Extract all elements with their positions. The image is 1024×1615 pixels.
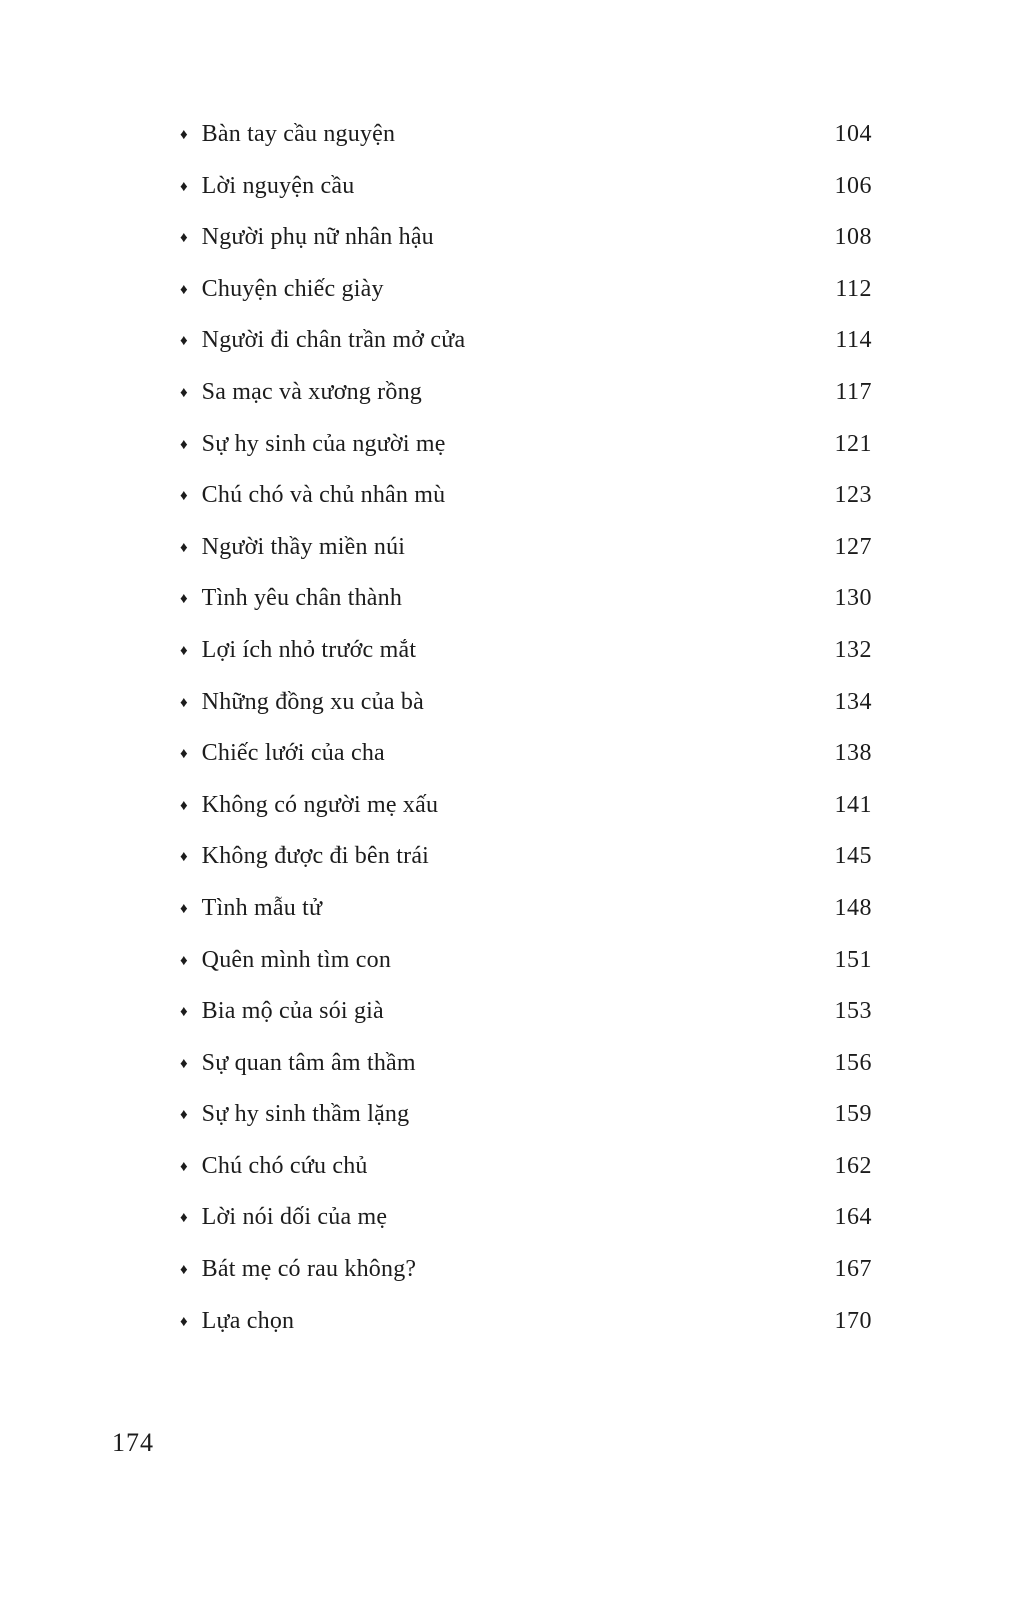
- toc-entry-title: Bia mộ của sói già: [201, 998, 384, 1025]
- toc-entry-left: [180, 995, 384, 1030]
- diamond-bullet-icon: ♦: [180, 539, 188, 556]
- toc-entry-left: [180, 582, 402, 617]
- toc-entry-left: [180, 789, 438, 824]
- toc-entry-title: Không có người mẹ xấu: [201, 791, 439, 818]
- toc-entry: [180, 892, 872, 944]
- diamond-bullet-icon: ♦: [180, 384, 188, 401]
- diamond-bullet-icon: ♦: [180, 900, 188, 917]
- toc-entry-title: Chú chó và chủ nhân mù: [201, 482, 446, 509]
- toc-list: [180, 118, 872, 1356]
- diamond-bullet-icon: ♦: [180, 333, 188, 350]
- toc-entry-page: 112: [835, 275, 872, 302]
- toc-entry-left: [180, 428, 446, 463]
- diamond-bullet-icon: ♦: [180, 127, 188, 143]
- toc-entry-page: 106: [834, 172, 872, 199]
- toc-entry-title: Chú chó cứu chủ: [201, 1152, 368, 1179]
- toc-entry-left: [180, 221, 434, 256]
- toc-entry-page: 148: [834, 894, 872, 921]
- toc-entry-title: Người thầy miền núi: [201, 533, 406, 560]
- toc-entry-title: Chuyện chiếc giày: [201, 275, 384, 302]
- toc-entry-page: 132: [834, 636, 872, 663]
- diamond-bullet-icon: ♦: [180, 230, 188, 247]
- toc-entry: [180, 531, 872, 583]
- toc-entry-title: Sự quan tâm âm thầm: [201, 1049, 416, 1076]
- toc-entry-page: 151: [834, 946, 872, 973]
- toc-entry-left: [180, 634, 416, 669]
- toc-entry-title: Sự hy sinh của người mẹ: [201, 430, 446, 457]
- toc-entry-left: [180, 1150, 368, 1185]
- diamond-bullet-icon: ♦: [180, 694, 188, 711]
- toc-entry-page: 123: [834, 482, 872, 509]
- diamond-bullet-icon: ♦: [180, 178, 188, 195]
- toc-entry-title: Sa mạc và xương rồng: [201, 378, 422, 405]
- toc-entry-left: [180, 118, 395, 153]
- toc-entry-title: Người đi chân trần mở cửa: [201, 327, 466, 354]
- toc-entry-title: Bát mẹ có rau không?: [201, 1256, 417, 1283]
- toc-entry-page: 156: [834, 1049, 872, 1076]
- toc-entry: [180, 995, 872, 1047]
- toc-entry: [180, 273, 872, 325]
- toc-entry-page: 134: [834, 688, 872, 715]
- diamond-bullet-icon: ♦: [180, 1210, 188, 1227]
- toc-entry-page: 141: [834, 791, 872, 818]
- toc-entry-page: 121: [834, 430, 872, 457]
- toc-entry-left: [180, 944, 391, 979]
- footer-page-number: 174: [112, 1428, 154, 1457]
- toc-entry-left: [180, 1305, 294, 1340]
- toc-entry: [180, 737, 872, 789]
- toc-entry-title: Không được đi bên trái: [201, 843, 430, 870]
- toc-entry: [180, 479, 872, 531]
- toc-entry-page: 145: [834, 843, 872, 870]
- diamond-bullet-icon: ♦: [180, 746, 188, 763]
- toc-entry-page: 153: [834, 998, 872, 1025]
- toc-entry-title: Sự hy sinh thầm lặng: [201, 1101, 410, 1128]
- toc-entry-left: [180, 1253, 416, 1288]
- toc-entry-left: [180, 892, 322, 927]
- toc-entry: [180, 1253, 872, 1305]
- toc-entry-left: [180, 1047, 416, 1082]
- toc-entry: [180, 840, 872, 892]
- diamond-bullet-icon: ♦: [180, 1107, 188, 1124]
- toc-entry-page: 130: [834, 585, 872, 612]
- toc-entry: [180, 1150, 872, 1202]
- toc-entry: [180, 944, 872, 996]
- diamond-bullet-icon: ♦: [180, 952, 188, 969]
- toc-entry: [180, 170, 872, 222]
- toc-entry-left: [180, 170, 354, 205]
- toc-entry: [180, 1047, 872, 1099]
- toc-entry-left: [180, 479, 445, 514]
- toc-entry-title: Chiếc lưới của cha: [201, 740, 385, 767]
- diamond-bullet-icon: ♦: [180, 1004, 188, 1021]
- diamond-bullet-icon: ♦: [180, 591, 188, 608]
- toc-entry-title: Người phụ nữ nhân hậu: [201, 224, 434, 251]
- toc-entry-left: [180, 1098, 409, 1133]
- toc-entry-left: [180, 531, 405, 566]
- toc-entry-page: 114: [835, 327, 872, 354]
- toc-entry-title: Lời nguyện cầu: [201, 172, 355, 199]
- toc-entry-left: [180, 840, 429, 875]
- diamond-bullet-icon: ♦: [180, 436, 188, 453]
- toc-entry-title: Tình mẫu tử: [201, 894, 323, 921]
- toc-entry-page: 167: [834, 1256, 872, 1283]
- toc-entry-title: Lợi ích nhỏ trước mắt: [201, 636, 417, 663]
- toc-entry-title: Bàn tay cầu nguyện: [201, 121, 396, 147]
- toc-entry-left: [180, 376, 422, 411]
- diamond-bullet-icon: ♦: [180, 797, 188, 814]
- diamond-bullet-icon: ♦: [180, 488, 188, 505]
- toc-entry-title: Lời nói dối của mẹ: [201, 1204, 388, 1231]
- toc-entry-title: Tình yêu chân thành: [201, 585, 403, 612]
- toc-entry-left: [180, 324, 465, 359]
- diamond-bullet-icon: ♦: [180, 642, 188, 659]
- toc-entry: [180, 221, 872, 273]
- toc-entry-left: [180, 737, 385, 772]
- diamond-bullet-icon: ♦: [180, 849, 188, 866]
- toc-entry-page: 117: [835, 378, 872, 405]
- diamond-bullet-icon: ♦: [180, 1262, 188, 1279]
- toc-entry-page: 127: [834, 533, 872, 560]
- toc-entry-left: [180, 273, 384, 308]
- toc-entry: [180, 1305, 872, 1357]
- toc-entry-title: Quên mình tìm con: [201, 946, 392, 973]
- diamond-bullet-icon: ♦: [180, 1055, 188, 1072]
- toc-entry: [180, 686, 872, 738]
- toc-entry: [180, 1098, 872, 1150]
- toc-entry: [180, 1201, 872, 1253]
- toc-entry-title: Những đồng xu của bà: [201, 688, 424, 715]
- toc-entry-left: [180, 1201, 387, 1236]
- toc-entry-page: 104: [834, 121, 872, 147]
- toc-entry: [180, 324, 872, 376]
- toc-entry: [180, 634, 872, 686]
- diamond-bullet-icon: ♦: [180, 1313, 188, 1330]
- toc-entry: [180, 582, 872, 634]
- toc-entry: [180, 376, 872, 428]
- toc-entry-page: 162: [834, 1152, 872, 1179]
- toc-entry-title: Lựa chọn: [201, 1307, 295, 1334]
- toc-entry: [180, 789, 872, 841]
- toc-entry-page: 159: [834, 1101, 872, 1128]
- toc-entry: [180, 118, 872, 170]
- toc-entry-page: 170: [834, 1307, 872, 1334]
- toc-entry-left: [180, 686, 424, 721]
- diamond-bullet-icon: ♦: [180, 281, 188, 298]
- toc-entry: [180, 428, 872, 480]
- toc-entry-page: 108: [834, 224, 872, 251]
- diamond-bullet-icon: ♦: [180, 1158, 188, 1175]
- toc-entry-page: 164: [834, 1204, 872, 1231]
- toc-entry-page: 138: [834, 740, 872, 767]
